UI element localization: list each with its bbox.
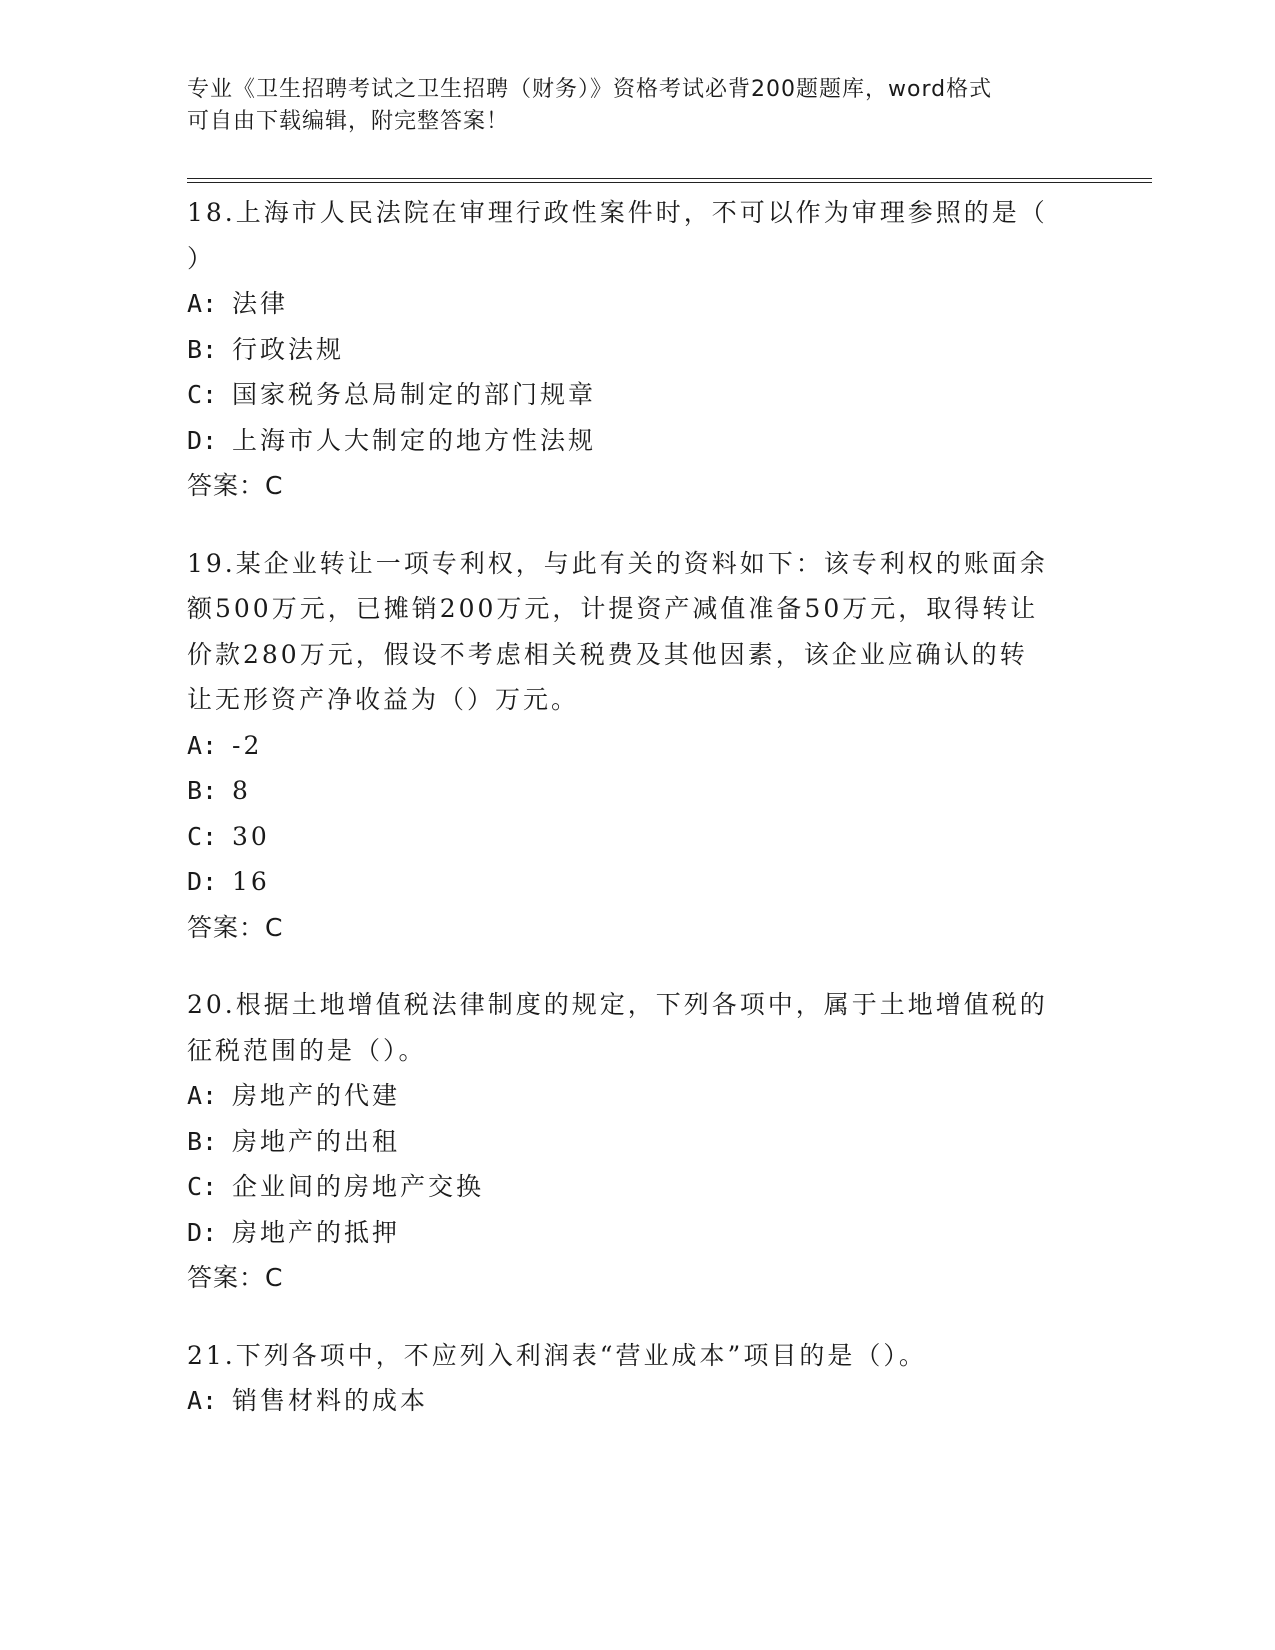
question-stem-line: 征税范围的是（）。 [187, 1035, 427, 1065]
question-stem [187, 541, 1067, 723]
option-text: 销售材料的成本 [232, 1386, 429, 1415]
option-text: -2 [232, 730, 263, 760]
option-text: 30 [232, 821, 270, 851]
option-text: 16 [232, 867, 270, 896]
option-letter: A: [187, 1081, 218, 1110]
option-text: 8 [232, 776, 251, 805]
option-letter: C: [187, 380, 218, 409]
question-block [187, 1333, 1067, 1424]
answer-option [187, 1378, 1067, 1424]
question-stem-line: 21.下列各项中，不应列入利润表“营业成本”项目的是（）。 [187, 1340, 927, 1370]
option-letter: D: [187, 425, 218, 455]
answer-option [187, 418, 1067, 464]
question-stem-line: 20.根据土地增值税法律制度的规定，下列各项中，属于土地增值税的 [187, 990, 1048, 1019]
option-letter: B: [187, 334, 218, 364]
question-block [187, 190, 1067, 509]
option-letter: D: [187, 1217, 218, 1247]
question-stem [187, 190, 1067, 281]
question-stem-line: 18.上海市人民法院在审理行政性案件时，不可以作为审理参照的是（ [187, 198, 1048, 227]
document-header [187, 74, 1067, 138]
answer-option [187, 768, 1067, 814]
option-letter: B: [187, 1126, 218, 1156]
header-line-1: 专业《卫生招聘考试之卫生招聘（财务）》资格考试必背200题题库，word格式 [187, 77, 993, 102]
header-line-2: 可自由下载编辑，附完整答案！ [187, 109, 510, 134]
option-text: 法律 [232, 289, 289, 318]
answer-option [187, 1073, 1067, 1119]
question-list [187, 190, 1067, 1456]
question-stem-line: 让无形资产净收益为（）万元。 [187, 685, 580, 714]
answer-option [187, 327, 1067, 373]
option-text: 行政法规 [232, 334, 345, 364]
question-stem-line: ） [187, 243, 216, 273]
question-stem-line: 价款280万元，假设不考虑相关税费及其他因素，该企业应确认的转 [187, 639, 1028, 669]
option-text: 房地产的抵押 [232, 1217, 401, 1247]
option-letter: B: [187, 776, 218, 805]
answer-option [187, 281, 1067, 327]
question-stem [187, 1333, 1067, 1379]
option-text: 企业间的房地产交换 [232, 1172, 485, 1201]
answer-key: 答案：C [187, 1263, 284, 1292]
answer-option [187, 1119, 1067, 1165]
answer-option [187, 859, 1067, 905]
answer-option [187, 1164, 1067, 1210]
header-divider [187, 178, 1152, 183]
option-text: 房地产的代建 [232, 1081, 401, 1110]
option-text: 国家税务总局制定的部门规章 [232, 380, 597, 409]
option-text: 房地产的出租 [232, 1126, 401, 1156]
answer-key: 答案：C [187, 471, 284, 500]
answer-option [187, 1210, 1067, 1256]
answer-option [187, 814, 1067, 860]
option-letter: C: [187, 821, 218, 851]
question-block [187, 541, 1067, 951]
option-text: 上海市人大制定的地方性法规 [232, 425, 597, 455]
option-letter: A: [187, 730, 218, 760]
answer-option [187, 372, 1067, 418]
question-stem-line: 19.某企业转让一项专利权，与此有关的资料如下：该专利权的账面余 [187, 548, 1048, 578]
answer-option [187, 723, 1067, 769]
answer-key: 答案：C [187, 912, 284, 942]
question-block [187, 982, 1067, 1301]
option-letter: A: [187, 289, 218, 318]
option-letter: C: [187, 1172, 218, 1201]
question-stem-line: 额500万元，已摊销200万元，计提资产减值准备50万元，取得转让 [187, 594, 1039, 623]
question-stem [187, 982, 1067, 1073]
option-letter: A: [187, 1386, 218, 1415]
option-letter: D: [187, 867, 218, 896]
